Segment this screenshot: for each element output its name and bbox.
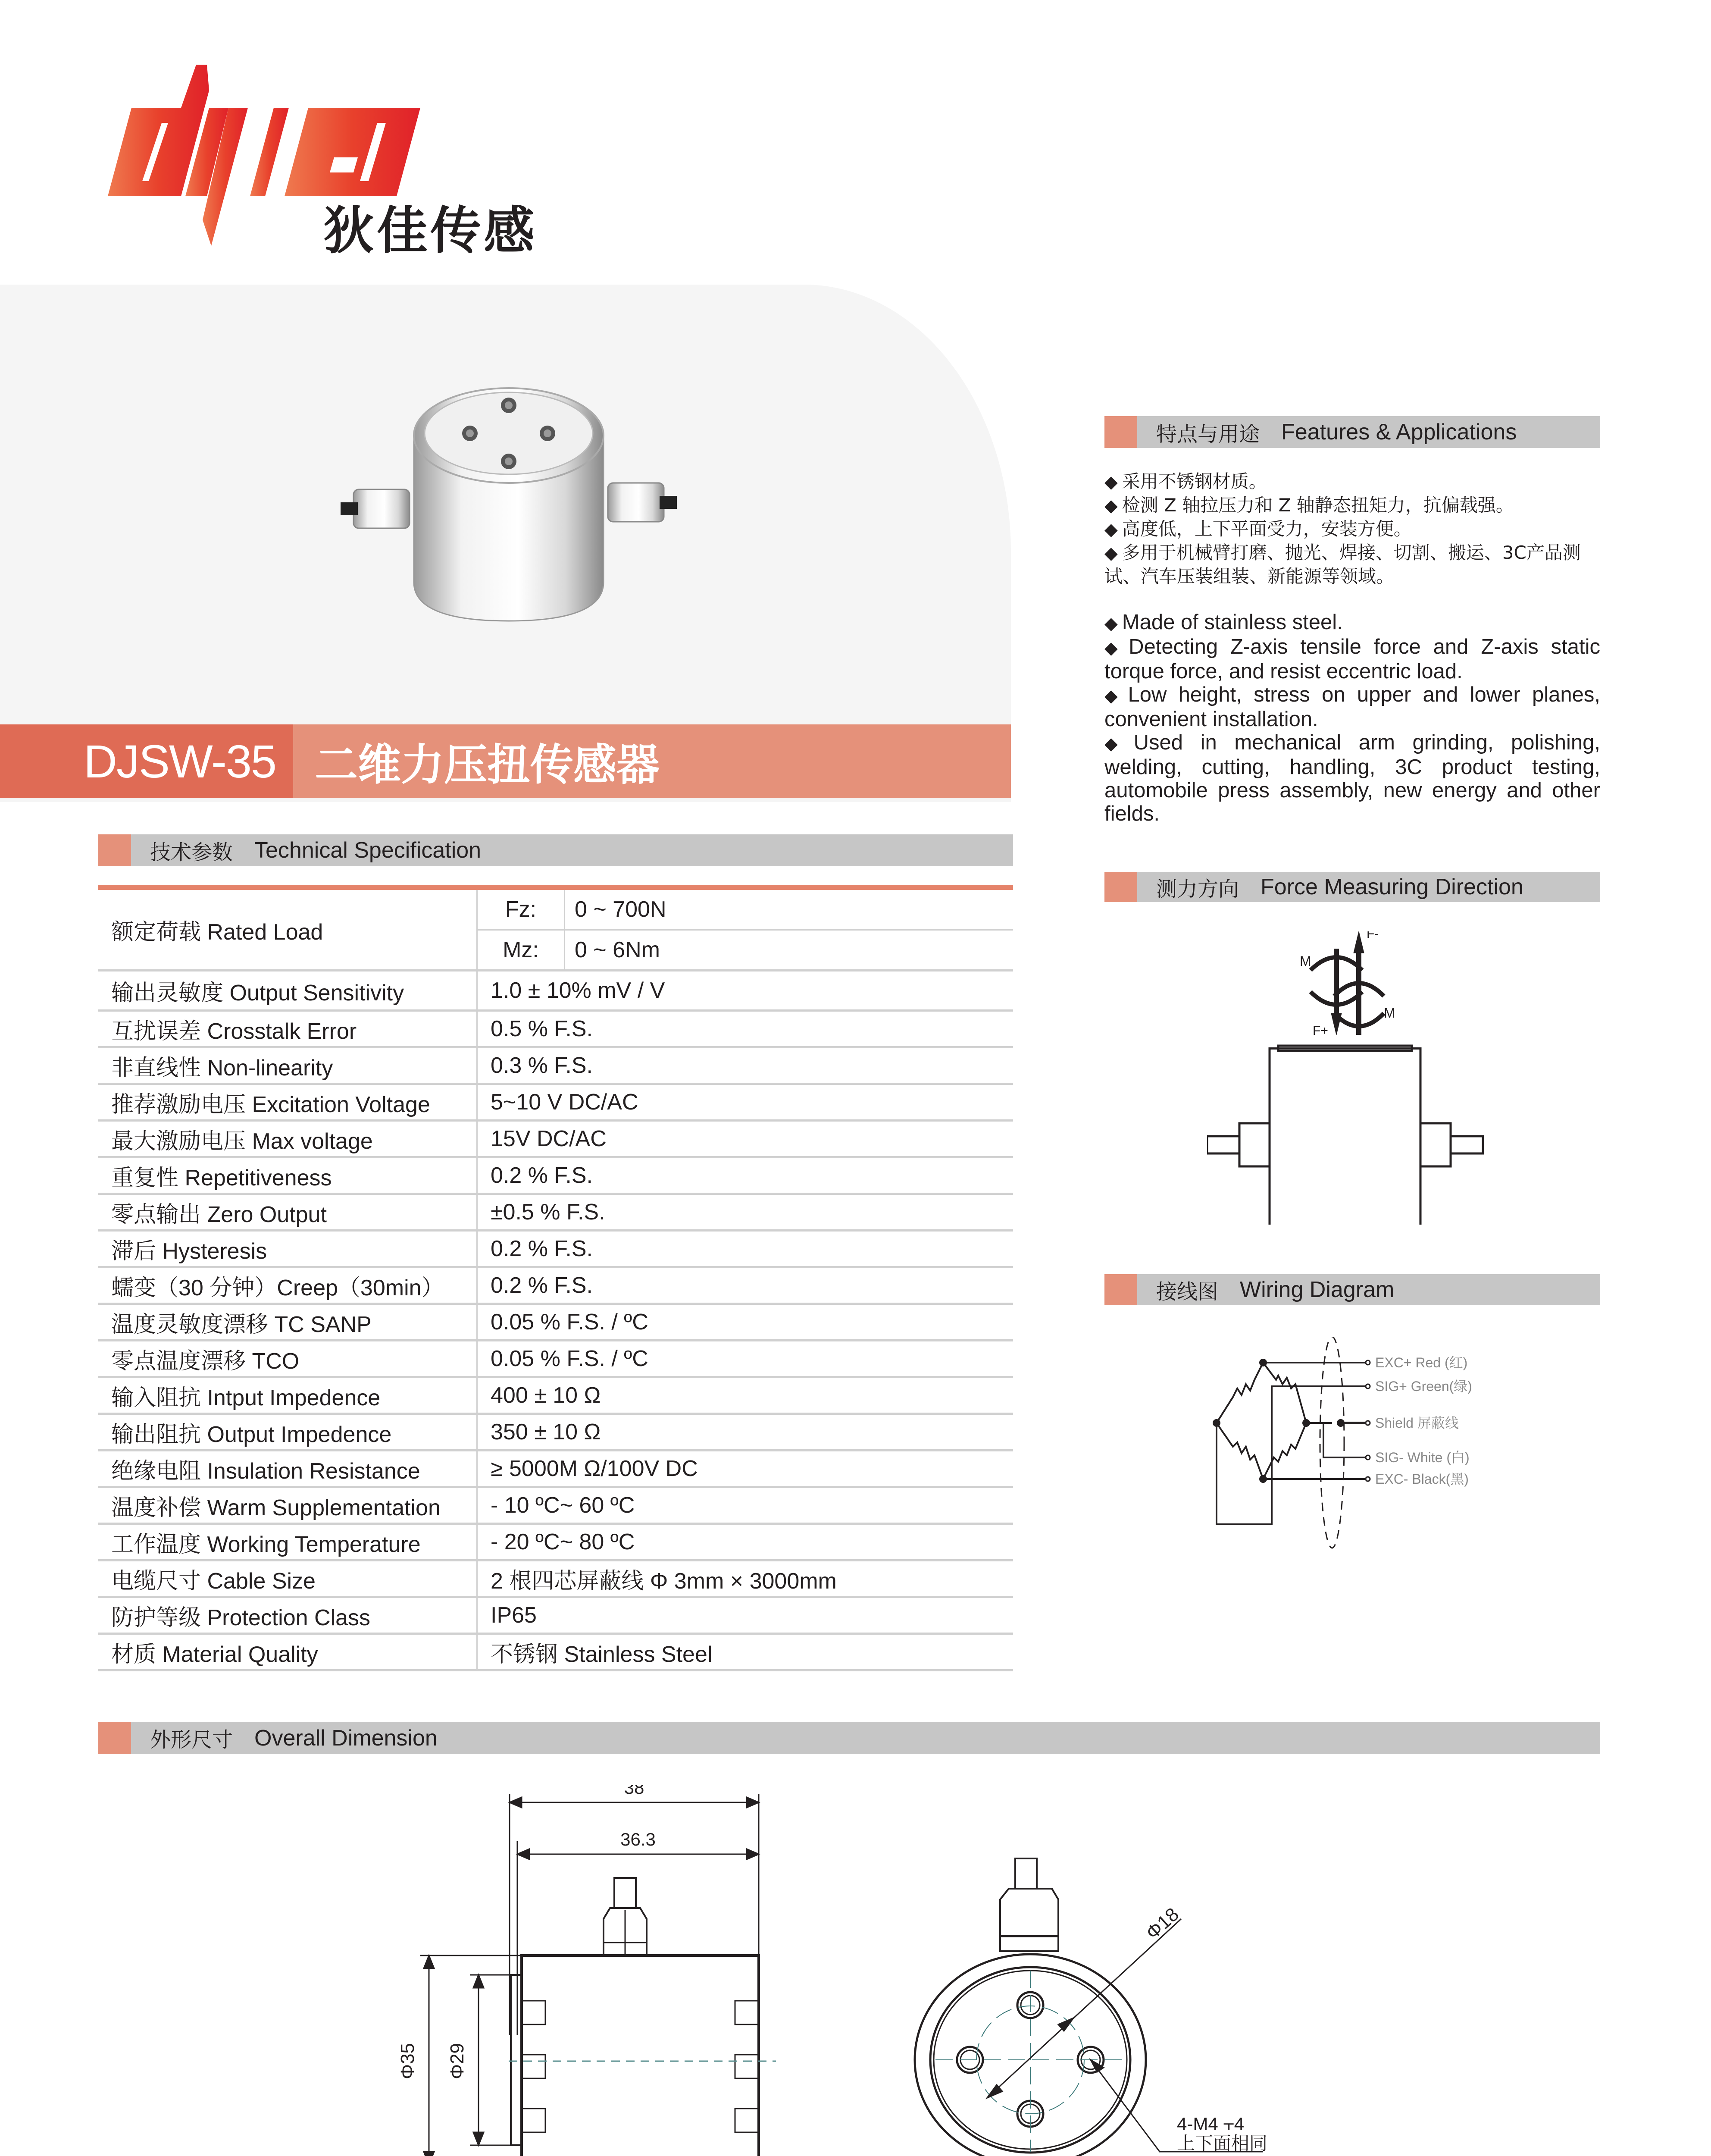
spec-label: 电缆尺寸 Cable Size bbox=[98, 1561, 478, 1596]
axis-value: 0 ~ 6Nm bbox=[575, 937, 660, 962]
bullet-diamond-icon: ◆ bbox=[1104, 734, 1129, 753]
dim-width-body: 36.3 bbox=[620, 1829, 656, 1849]
section-title-en: Features & Applications bbox=[1281, 420, 1517, 445]
bullet-diamond-icon: ◆ bbox=[1104, 543, 1118, 563]
label-f-plus: F+ bbox=[1313, 1024, 1328, 1038]
wire-label-exc-minus: EXC- Black(黑) bbox=[1375, 1471, 1469, 1487]
table-row bbox=[98, 1158, 1013, 1195]
spec-table bbox=[98, 885, 1013, 1671]
label-m-right: M bbox=[1384, 1005, 1395, 1021]
table-row bbox=[98, 1048, 1013, 1085]
table-row bbox=[98, 1451, 1013, 1488]
force-arrows-icon bbox=[1311, 931, 1384, 1035]
spec-label: 零点输出 Zero Output bbox=[98, 1195, 478, 1229]
spec-label: 蠕变（30 分钟）Creep（30min） bbox=[98, 1268, 478, 1303]
section-header-spec bbox=[98, 834, 1013, 866]
features-en bbox=[1104, 611, 1600, 825]
spec-label: 材质 Material Quality bbox=[98, 1635, 478, 1669]
label-f-minus: F- bbox=[1367, 931, 1379, 941]
spec-value: ±0.5 % F.S. bbox=[491, 1200, 605, 1225]
bullet-diamond-icon: ◆ bbox=[1104, 686, 1124, 705]
product-model: DJSW-35 bbox=[0, 724, 293, 798]
sensor-outline-icon bbox=[1207, 1046, 1483, 1225]
brand-name-cn: 狄佳传感 bbox=[323, 201, 538, 260]
axis-value: 0 ~ 700N bbox=[575, 897, 666, 922]
spec-label: 绝缘电阻 Insulation Resistance bbox=[98, 1451, 478, 1486]
dim-dia-inner: Φ29 bbox=[447, 2043, 468, 2080]
feature-text: 高度低，上下平面受力，安装方便。 bbox=[1122, 518, 1412, 539]
spec-value: - 20 ºC~ 80 ºC bbox=[491, 1529, 635, 1554]
table-row bbox=[98, 1122, 1013, 1158]
wheatstone-bridge-icon bbox=[1214, 1337, 1367, 1548]
section-title-en: Overall Dimension bbox=[254, 1725, 438, 1751]
spec-label: 重复性 Repetitiveness bbox=[98, 1158, 478, 1193]
spec-label: 防护等级 Protection Class bbox=[98, 1598, 478, 1633]
spec-value: 0.3 % F.S. bbox=[491, 1053, 593, 1078]
spec-value: 2 根四芯屏蔽线 Φ 3mm × 3000mm bbox=[491, 1568, 837, 1594]
feature-item-en bbox=[1104, 731, 1600, 825]
wire-label-exc-plus: EXC+ Red (红) bbox=[1375, 1355, 1468, 1370]
feature-text: Detecting Z-axis tensile force and Z-axis static torque force, and resist eccentric load. bbox=[1104, 635, 1600, 683]
bullet-diamond-icon: ◆ bbox=[1104, 520, 1118, 539]
section-header-wiring bbox=[1104, 1274, 1600, 1305]
features-cn bbox=[1104, 470, 1600, 588]
table-row bbox=[98, 1415, 1013, 1451]
thread-note-cn: 上下面相同 bbox=[1177, 2133, 1268, 2153]
feature-text: Low height, stress on upper and lower planes, convenient installation. bbox=[1104, 683, 1601, 731]
feature-text: 检测 Z 轴拉压力和 Z 轴静态扭矩力，抗偏载强。 bbox=[1122, 495, 1514, 516]
table-row bbox=[98, 1525, 1013, 1561]
product-name: 二维力压扭传感器 bbox=[315, 740, 660, 790]
axis-label: Fz: bbox=[478, 890, 565, 929]
spec-label: 互扰误差 Crosstalk Error bbox=[98, 1012, 478, 1046]
spec-value: 0.2 % F.S. bbox=[491, 1273, 593, 1298]
table-row bbox=[98, 1305, 1013, 1341]
feature-item-en bbox=[1104, 611, 1600, 635]
feature-item-cn bbox=[1104, 470, 1600, 494]
feature-text: 多用于机械臂打磨、抛光、焊接、切割、搬运、3C产品测试、汽车压装组装、新能源等领域。 bbox=[1104, 542, 1581, 587]
table-top-rule bbox=[98, 885, 1013, 890]
feature-item-en bbox=[1104, 683, 1600, 731]
table-row bbox=[98, 971, 1013, 1012]
section-header-features bbox=[1104, 416, 1600, 448]
spec-value: 5~10 V DC/AC bbox=[491, 1090, 638, 1115]
section-title-en: Force Measuring Direction bbox=[1261, 874, 1523, 899]
spec-label: 输出阻抗 Output Impedence bbox=[98, 1415, 478, 1449]
wire-label-sig-minus: SIG- White (白) bbox=[1375, 1450, 1470, 1465]
section-title-cn: 测力方向 bbox=[1156, 877, 1239, 901]
section-header-dimension bbox=[98, 1722, 1600, 1754]
section-title-en: Wiring Diagram bbox=[1240, 1277, 1395, 1302]
spec-label: 非直线性 Non-linearity bbox=[98, 1048, 478, 1083]
section-title-cn: 接线图 bbox=[1156, 1279, 1219, 1304]
product-photo bbox=[336, 379, 681, 647]
wiring-diagram bbox=[1190, 1337, 1578, 1561]
wire-label-sig-plus: SIG+ Green(绿) bbox=[1375, 1379, 1472, 1394]
spec-label: 滞后 Hysteresis bbox=[98, 1232, 478, 1266]
feature-item-en bbox=[1104, 635, 1600, 683]
table-row bbox=[98, 1341, 1013, 1378]
section-title-cn: 技术参数 bbox=[150, 840, 233, 865]
spec-value: 1.0 ± 10% mV / V bbox=[491, 978, 665, 1003]
brand-logo bbox=[99, 65, 539, 260]
section-marker bbox=[98, 1722, 131, 1754]
feature-item-cn bbox=[1104, 494, 1600, 517]
section-title-cn: 特点与用途 bbox=[1156, 422, 1260, 446]
side-view-drawing bbox=[379, 1785, 789, 2156]
table-row bbox=[98, 1561, 1013, 1598]
force-direction-diagram bbox=[1207, 931, 1517, 1225]
spec-label: 最大激励电压 Max voltage bbox=[98, 1122, 478, 1156]
spec-value: ≥ 5000M Ω/100V DC bbox=[491, 1456, 698, 1481]
section-header-direction bbox=[1104, 872, 1600, 902]
spec-value: 350 ± 10 Ω bbox=[491, 1420, 601, 1445]
table-row-rated-load bbox=[98, 890, 1013, 971]
axis-label: Mz: bbox=[478, 931, 565, 969]
thread-note: 4-M4 ⫟4 bbox=[1177, 2114, 1245, 2134]
spec-label: 输出灵敏度 Output Sensitivity bbox=[98, 971, 478, 1009]
spec-value: 0.2 % F.S. bbox=[491, 1163, 593, 1188]
spec-label: 温度补偿 Warm Supplementation bbox=[98, 1488, 478, 1523]
label-m-left: M bbox=[1300, 953, 1311, 969]
spec-label: 零点温度漂移 TCO bbox=[98, 1341, 478, 1376]
spec-value: 0.05 % F.S. / ºC bbox=[491, 1346, 648, 1371]
table-row bbox=[98, 1378, 1013, 1415]
feature-item-cn bbox=[1104, 517, 1600, 541]
spec-value: - 10 ºC~ 60 ºC bbox=[491, 1493, 635, 1518]
section-marker bbox=[1104, 1274, 1137, 1305]
bullet-diamond-icon: ◆ bbox=[1104, 639, 1125, 658]
dim-width-overall: 38 bbox=[624, 1785, 644, 1798]
top-view-drawing bbox=[884, 1850, 1315, 2156]
wire-label-shield: Shield 屏蔽线 bbox=[1375, 1415, 1459, 1431]
table-row bbox=[98, 1012, 1013, 1048]
spec-value: 15V DC/AC bbox=[491, 1126, 607, 1151]
features-list bbox=[1104, 470, 1600, 825]
bullet-diamond-icon: ◆ bbox=[1104, 472, 1118, 492]
spec-value: 0.2 % F.S. bbox=[491, 1236, 593, 1261]
dim-bolt-circle: Φ18 bbox=[1142, 1903, 1183, 1944]
spec-value: IP65 bbox=[491, 1603, 537, 1628]
rated-load-mz bbox=[478, 931, 1013, 969]
spec-rows bbox=[98, 971, 1013, 1671]
table-row bbox=[98, 1488, 1013, 1525]
table-row bbox=[98, 1635, 1013, 1671]
table-row bbox=[98, 1085, 1013, 1122]
spec-value: 0.05 % F.S. / ºC bbox=[491, 1310, 648, 1335]
table-row bbox=[98, 1195, 1013, 1232]
rated-load-fz bbox=[478, 890, 1013, 931]
table-row bbox=[98, 1268, 1013, 1305]
spec-label: 额定荷载 Rated Load bbox=[98, 890, 478, 969]
spec-label: 温度灵敏度漂移 TC SANP bbox=[98, 1305, 478, 1339]
dim-dia-outer: Φ35 bbox=[397, 2043, 418, 2080]
section-title-en: Technical Specification bbox=[254, 838, 482, 863]
table-row bbox=[98, 1232, 1013, 1268]
feature-text: Made of stainless steel. bbox=[1122, 611, 1343, 634]
section-marker bbox=[1104, 872, 1137, 902]
feature-item-cn bbox=[1104, 541, 1600, 588]
bullet-diamond-icon: ◆ bbox=[1104, 496, 1118, 516]
spec-label: 推荐激励电压 Excitation Voltage bbox=[98, 1085, 478, 1119]
table-row bbox=[98, 1598, 1013, 1635]
wire-terminals bbox=[1366, 1360, 1370, 1481]
section-marker bbox=[98, 834, 131, 866]
spec-label: 工作温度 Working Temperature bbox=[98, 1525, 478, 1559]
bullet-diamond-icon: ◆ bbox=[1104, 614, 1118, 633]
spec-value: 0.5 % F.S. bbox=[491, 1016, 593, 1041]
spec-value: 不锈钢 Stainless Steel bbox=[491, 1642, 713, 1667]
section-title-cn: 外形尺寸 bbox=[150, 1728, 233, 1752]
spec-label: 输入阻抗 Intput Impedence bbox=[98, 1378, 478, 1413]
feature-text: 采用不锈钢材质。 bbox=[1122, 471, 1267, 492]
spec-value: 400 ± 10 Ω bbox=[491, 1383, 601, 1408]
product-title-bar bbox=[0, 724, 1011, 798]
section-marker bbox=[1104, 416, 1137, 448]
feature-text: Used in mechanical arm grinding, polishing, welding, cutting, handling, 3C product testing, automobile press assembly, new energy and other fields. bbox=[1104, 731, 1600, 825]
